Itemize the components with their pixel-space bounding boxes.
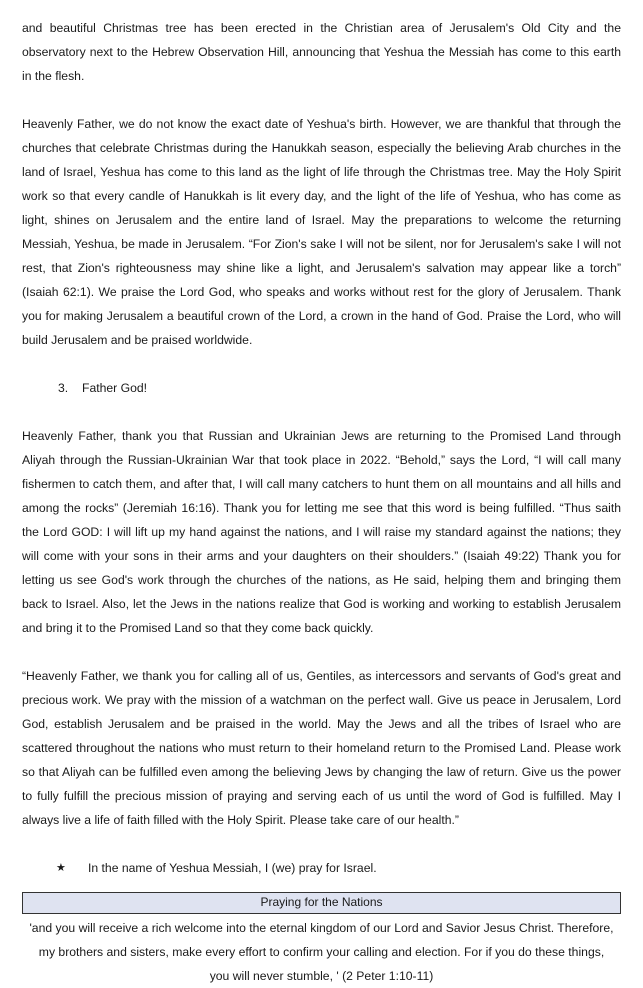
spacer bbox=[22, 88, 621, 112]
numbered-heading bbox=[58, 376, 621, 400]
spacer bbox=[22, 832, 621, 856]
spacer bbox=[22, 400, 621, 424]
paragraph-christmas-tree: and beautiful Christmas tree has been erected in the Christian area of Jerusalem's Old City and the observatory next to the Hebrew Observation Hill, announcing that Yeshua the Messiah has come to this earth in the flesh. bbox=[22, 21, 621, 83]
closing-prayer-text: In the name of Yeshua Messiah, I (we) pray for Israel. bbox=[88, 861, 377, 875]
list-number: 3. bbox=[58, 381, 69, 395]
paragraph-aliyah-prayer: Heavenly Father, thank you that Russian and Ukrainian Jews are returning to the Promised Land through Aliyah through the Russian-Ukrainian War that took place in 2022. “Behold,” says the Lord, “I will call many fishermen to catch them, and after that, I will call many catchers to hunt them on all mountains and all hills and among the rocks” (Jeremiah 16:16). Thank you for letting me see that this word is being fulfilled. “Thus saith the Lord GOD: I will lift up my hand against the nations, and I will raise my standard against the nations; they will come with your sons in their arms and your daughters on their shoulders.” (Isaiah 49:22) Thank you for letting us see God's work through the churches of the nations, as He said, helping them and bringing them back to Israel. Also, let the Jews in the nations realize that God is working and working to establish Jerusalem and bring it to the Promised Land so that they come back quickly. bbox=[22, 429, 621, 635]
section-title-box: Praying for the Nations bbox=[22, 892, 621, 914]
paragraph-hanukkah-prayer: Heavenly Father, we do not know the exact date of Yeshua's birth. However, we are thankful that through the churches that celebrate Christmas during the Hanukkah season, especially the believing Arab churches in the land of Israel, Yeshua has come to this land as the light of life through the Christmas tree. May the Holy Spirit work so that every candle of Hanukkah is lit every day, and the light of the life of Yeshua, who has come as light, shines on Jerusalem and the entire land of Israel. May the preparations to welcome the returning Messiah, Yeshua, be made in Jerusalem. “For Zion's sake I will not be silent, nor for Jerusalem's sake I will not rest, that Zion's righteousness may shine like a light, and Jerusalem's salvation may appear like a torch” (Isaiah 62:1). We praise the Lord God, who speaks and works without rest for the glory of Jerusalem. Thank you for making Jerusalem a beautiful crown of the Lord, a crown in the hand of God. Praise the Lord, who will build Jerusalem and be praised worldwide. bbox=[22, 117, 621, 347]
spacer bbox=[22, 352, 621, 376]
star-icon: ★ bbox=[56, 862, 66, 874]
numbered-heading-text: Father God! bbox=[82, 381, 148, 395]
closing-prayer-bullet bbox=[56, 856, 621, 880]
spacer bbox=[22, 640, 621, 664]
paragraph-intercessor-prayer: “Heavenly Father, we thank you for calling all of us, Gentiles, as intercessors and servants of God's great and precious work. We pray with the mission of a watchman on the perfect wall. Give us peace in Jerusalem, Lord God, establish Jerusalem and be praised in the world. May the Jews and all the tribes of Israel who are scattered throughout the nations who must return to their homeland return to the Promised Land. Please work so that Aliyah can be fulfilled even among the believing Jews by changing the law of return. Give us the power to fully fulfill the precious mission of praying and serving each of us until the word of God is fulfilled. May I always live a life of faith filled with the Holy Spirit. Please take care of our health.” bbox=[22, 669, 621, 827]
scripture-verse: 'and you will receive a rich welcome into the eternal kingdom of our Lord and Savior Jesus Christ. Therefore, my brothers and sisters, make every effort to confirm your calling and election. For if you do these things, you will never stumble, ' (2 Peter 1:10-11) bbox=[29, 921, 614, 983]
